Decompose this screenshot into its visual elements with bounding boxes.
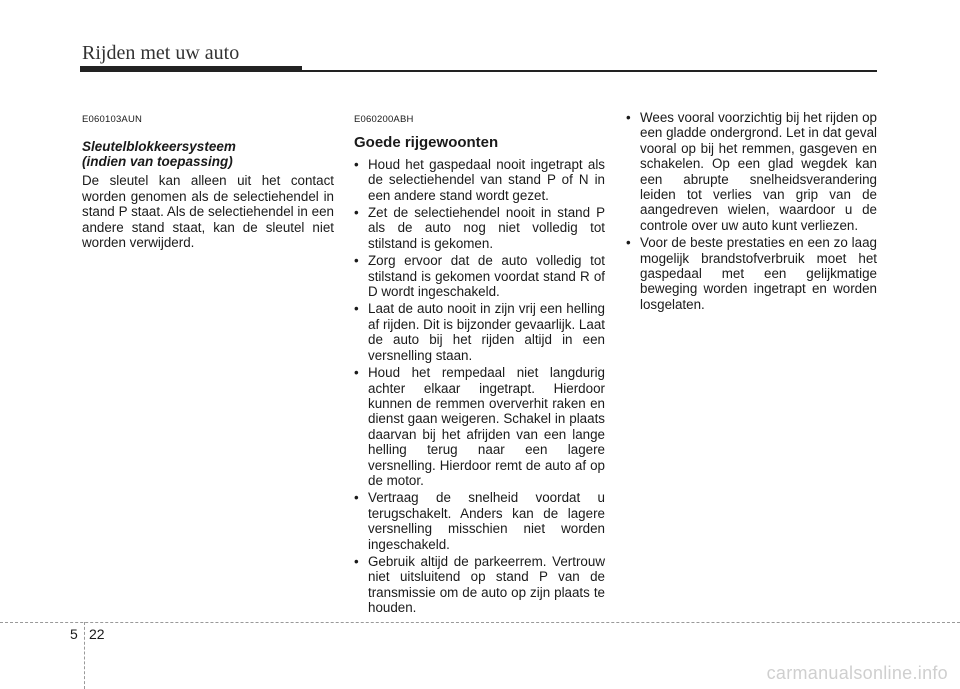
watermark: carmanualsonline.info: [766, 663, 948, 683]
section-code: E060200ABH: [354, 114, 414, 125]
list-item: • Laat de auto nooit in zijn vrij een helling af rijden. Dit is bijzonder gevaarlijk. Laat de auto bij het rijden altijd in een versnelling staan.: [354, 301, 605, 363]
bullet-list-continued: [626, 110, 877, 312]
page-number: 22: [89, 626, 105, 642]
column-right: [626, 110, 877, 314]
column-left: [82, 108, 334, 250]
list-item: • Wees vooral voorzichtig bij het rijden op een gladde ondergrond. Let in dat geval vooral op bij het remmen, gasgeven en schakelen. Op een glad wegdek kan een abrupte snelheidsverandering leiden tot verlies van grip van de aangedreven wielen, waardoor u de controle over uw auto kunt verliezen.: [626, 110, 877, 233]
list-item: • Vertraag de snelheid voordat u terugschakelt. Anders kan de lagere versnelling misschien niet worden ingeschakeld.: [354, 490, 605, 552]
bullet-list: [354, 157, 605, 616]
list-item: • Voor de beste prestaties en een zo laag mogelijk brandstofverbruik moet het gaspedaal met een gelijkmatige beweging worden ingetrapt en worden losgelaten.: [626, 235, 877, 312]
subtitle-line-2: (indien van toepassing): [82, 154, 233, 170]
column-middle: [354, 108, 605, 618]
section-code: E060103AUN: [82, 114, 143, 125]
list-item: • Zet de selectiehendel nooit in stand P als de auto nog niet volledig tot stilstand is gekomen.: [354, 205, 605, 251]
header-rule-thin: [80, 70, 877, 72]
list-item: • Houd het gaspedaal nooit ingetrapt als de selectiehendel van stand P of N in een andere stand wordt gezet.: [354, 157, 605, 203]
section-heading: Goede rijgewoonten: [354, 134, 499, 152]
page-header-title: Rijden met uw auto: [82, 42, 240, 64]
footer-rule: [0, 622, 960, 623]
section-number: 5: [70, 626, 78, 642]
section-subtitle: [82, 139, 334, 169]
footer-divider: [84, 622, 85, 689]
list-item: • Gebruik altijd de parkeerrem. Vertrouw niet uitsluitend op stand P van de transmissie om de auto op zijn plaats te houden.: [354, 554, 605, 616]
section-paragraph: De sleutel kan alleen uit het contact worden genomen als de selectiehendel in stand P staat. Als de selectiehendel in een andere stand staat, kan de sleutel niet worden verwijderd.: [82, 173, 334, 251]
list-item: • Houd het rempedaal niet langdurig achter elkaar ingetrapt. Hierdoor kunnen de remmen oververhit raken en dienst gaan weigeren. Schakel in plaats daarvan bij het afrijden van een lange helling terug naar een lagere versnelling. Hierdoor remt de auto af op de motor.: [354, 365, 605, 488]
subtitle-line-1: Sleutelblokkeersysteem: [82, 139, 236, 155]
list-item: • Zorg ervoor dat de auto volledig tot stilstand is gekomen voordat stand R of D wordt ingeschakeld.: [354, 253, 605, 299]
